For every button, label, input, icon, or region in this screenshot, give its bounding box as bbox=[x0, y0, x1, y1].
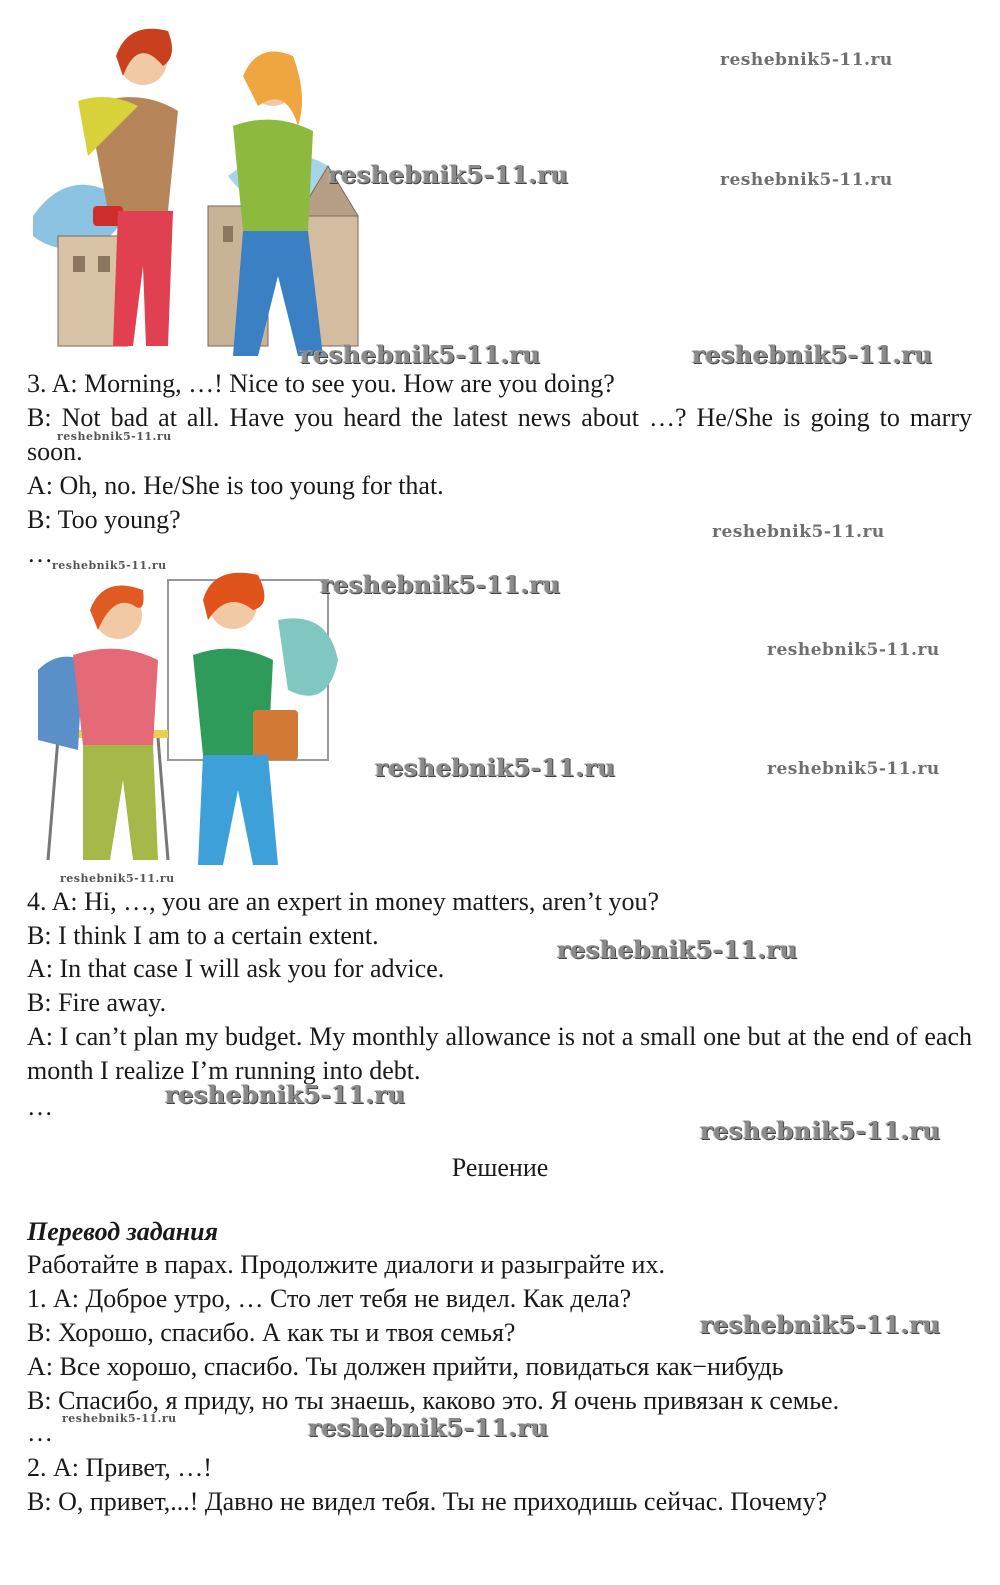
translation-ellipsis: … bbox=[27, 1418, 53, 1447]
dialog4-line5: A: I can’t plan my budget. My monthly allowance is not a small one but at the end of each month I realize I’m running into debt. bbox=[27, 1022, 972, 1085]
watermark: reshebnik5-11.ru bbox=[62, 1412, 177, 1425]
translation-d1-line3: А: Все хорошо, спасибо. Ты должен прийти, повидаться как−нибудь bbox=[27, 1352, 784, 1381]
dialog4-line4: B: Fire away. bbox=[27, 988, 167, 1017]
translation-d2-line1: 2. А: Привет, …! bbox=[27, 1453, 212, 1482]
watermark: reshebnik5-11.ru bbox=[720, 50, 893, 70]
dialog4-line3: A: In that case I will ask you for advice. bbox=[27, 954, 445, 983]
dialog3-line4: B: Too young? bbox=[27, 505, 181, 534]
watermark: reshebnik5-11.ru bbox=[700, 1116, 941, 1145]
watermark: reshebnik5-11.ru bbox=[375, 753, 616, 782]
watermark: reshebnik5-11.ru bbox=[700, 1310, 941, 1339]
watermark: reshebnik5-11.ru bbox=[320, 570, 561, 599]
dialog3-line1: 3. A: Morning, …! Nice to see you. How are you doing? bbox=[27, 369, 615, 398]
watermark: reshebnik5-11.ru bbox=[328, 160, 569, 189]
dialog4-line2: B: I think I am to a certain extent. bbox=[27, 921, 379, 950]
translation-d2-line2: В: О, привет,...! Давно не видел тебя. Ты не приходишь сейчас. Почему? bbox=[27, 1487, 827, 1516]
watermark: reshebnik5-11.ru bbox=[720, 170, 893, 190]
two-boys-talking-illustration bbox=[28, 560, 346, 880]
translation-d1-line4: В: Спасибо, я приду, но ты знаешь, каково это. Я очень привязан к семье. bbox=[27, 1386, 840, 1415]
translation-heading: Перевод задания bbox=[27, 1217, 218, 1246]
dialog3-ellipsis: … bbox=[27, 539, 53, 568]
watermark: reshebnik5-11.ru bbox=[57, 430, 172, 443]
watermark: reshebnik5-11.ru bbox=[52, 559, 167, 572]
translation-d1-line2: В: Хорошо, спасибо. А как ты и твоя семья? bbox=[27, 1318, 516, 1347]
watermark: reshebnik5-11.ru bbox=[692, 340, 933, 369]
watermark: reshebnik5-11.ru bbox=[557, 935, 798, 964]
watermark: reshebnik5-11.ru bbox=[712, 522, 885, 542]
dialog3-line3: A: Oh, no. He/She is too young for that. bbox=[27, 471, 444, 500]
solution-title: Решение bbox=[451, 1153, 549, 1182]
translation-instruction: Работайте в парах. Продолжите диалоги и разыграйте их. bbox=[27, 1250, 665, 1279]
watermark: reshebnik5-11.ru bbox=[165, 1080, 406, 1109]
watermark: reshebnik5-11.ru bbox=[60, 872, 175, 885]
dialog4-ellipsis: … bbox=[27, 1092, 53, 1121]
watermark: reshebnik5-11.ru bbox=[767, 759, 940, 779]
two-women-talking-illustration bbox=[28, 16, 360, 364]
watermark: reshebnik5-11.ru bbox=[767, 640, 940, 660]
dialog3-line2: B: Not bad at all. Have you heard the latest news about …? He/She is going to marry soon. bbox=[27, 403, 972, 466]
watermark: reshebnik5-11.ru bbox=[300, 340, 541, 369]
dialog4-line1: 4. A: Hi, …, you are an expert in money matters, aren’t you? bbox=[27, 887, 660, 916]
translation-d1-line1: 1. А: Доброе утро, … Сто лет тебя не видел. Как дела? bbox=[27, 1284, 632, 1313]
watermark: reshebnik5-11.ru bbox=[308, 1413, 549, 1442]
